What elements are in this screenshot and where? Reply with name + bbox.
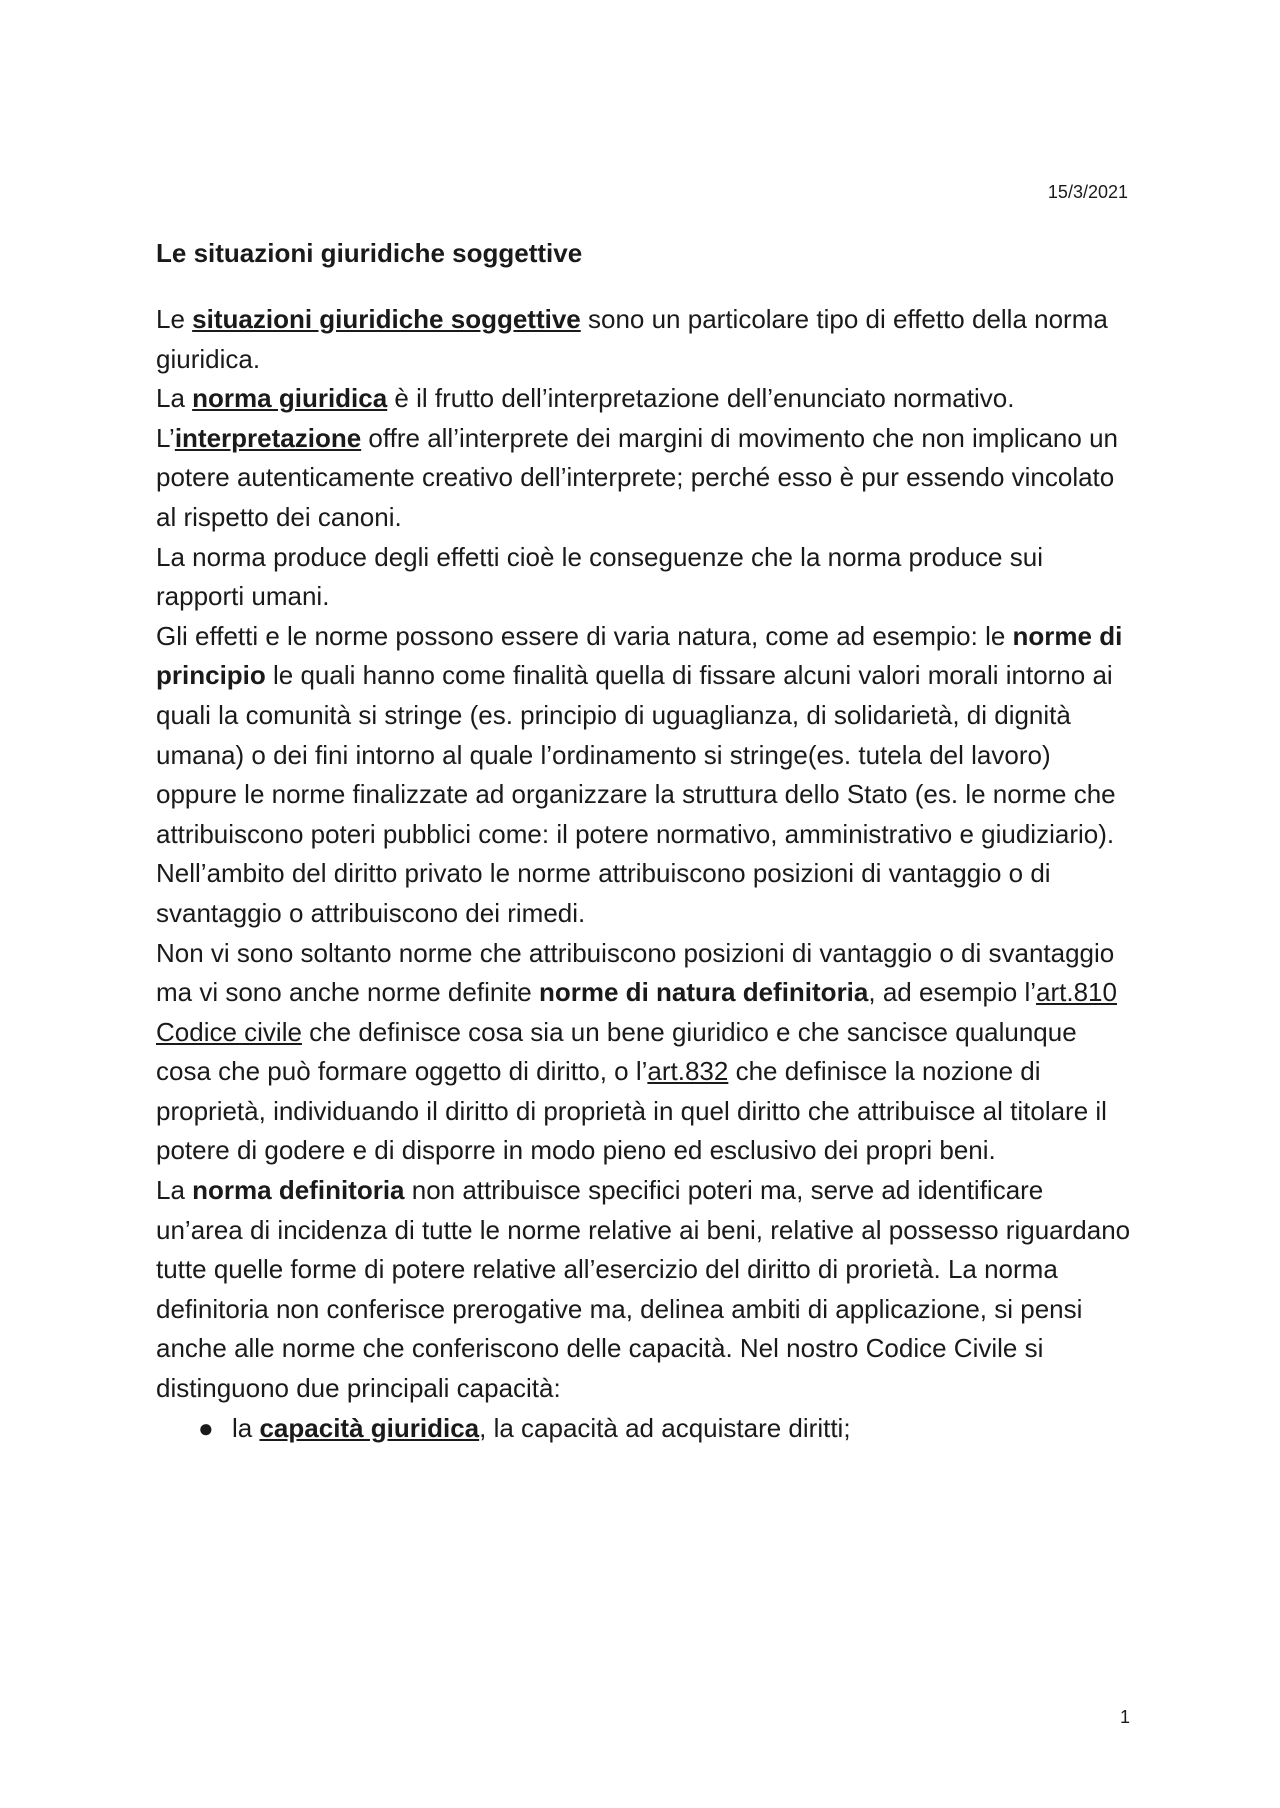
text-span: non attribuisce specifici poteri ma, serve ad identificare un’area di incidenza di tutte le norme relative ai beni, relative al possesso riguardano tutte quelle forme di potere relative all’esercizio del diritto di prorietà. La norma definitoria non conferisce prerogative ma, delinea ambiti di applicazione, si pensi anche alle norme che conferiscono delle capacità. Nel nostro Codice Civile si distinguono due principali capacità: (156, 1175, 1131, 1404)
text-span: La norma produce degli effetti cioè le conseguenze che la norma produce sui rapporti umani. (156, 541, 1043, 612)
paragraph-6 (156, 854, 1131, 933)
key-term: norme di principio (156, 620, 1123, 691)
text-span: Nell’ambito del diritto privato le norme attribuiscono posizioni di vantaggio o di svantaggio o attribuiscono dei rimedi. (156, 858, 1051, 928)
text-span: le quali hanno come finalità quella di fissare alcuni valori morali intorno ai quali la comunità si stringe (es. principio di uguaglianza, di solidarietà, di dignità umana) o dei fini intorno al quale l’ordinamento si stringe(es. tutela del lavoro) oppure le norme finalizzate ad organizzare la struttura dello Stato (es. le norme che attribuiscono poteri pubblici come: il potere normativo, amministrativo e giudiziario). (156, 660, 1116, 849)
key-term: norma definitoria (192, 1175, 405, 1206)
list-item (156, 1409, 1131, 1449)
page-title: Le situazioni giuridiche soggettive (156, 238, 583, 268)
paragraph-4 (156, 538, 1131, 617)
text-span: , ad esempio l’ (868, 977, 1037, 1008)
text-span: Le (156, 304, 193, 334)
text-span: Gli effetti e le norme possono essere di varia natura, come ad esempio: le (156, 620, 1013, 651)
bullet-icon: ● (198, 1412, 214, 1443)
text-span: è il frutto dell’interpretazione dell’enunciato normativo. (387, 383, 1015, 414)
paragraph-8 (156, 1171, 1131, 1409)
paragraph-7 (156, 934, 1131, 1172)
key-term: norma giuridica (192, 383, 388, 414)
article-reference: art.810 Codice civile (156, 977, 1117, 1047)
key-term: norme di natura definitoria (539, 977, 869, 1008)
text-span: sono un particolare tipo di effetto della norma giuridica. (156, 304, 1108, 374)
text-span: la (232, 1412, 260, 1443)
article-reference: art.832 (647, 1056, 729, 1087)
date: 15/3/2021 (1047, 182, 1128, 202)
text-span: La (156, 1175, 193, 1206)
text-span: La (156, 383, 193, 414)
text-span: offre all’interprete dei margini di movimento che non implicano un potere autenticamente creativo dell’interprete; perché esso è pur essendo vincolato al rispetto dei canoni. (156, 422, 1118, 532)
key-term: interpretazione (174, 422, 362, 453)
text-span: L’ (156, 422, 175, 453)
key-term: capacità giuridica (259, 1412, 480, 1443)
text-span: che definisce cosa sia un bene giuridico e che sancisce qualunque cosa che può formare oggetto di diritto, o l’ (156, 1016, 1077, 1087)
page-number: 1 (1119, 1707, 1130, 1727)
paragraph-2 (156, 379, 1131, 419)
text-span: Non vi sono soltanto norme che attribuiscono posizioni di vantaggio o di svantaggio ma vi sono anche norme definite (156, 937, 1115, 1008)
document-body (156, 300, 1131, 1448)
bullet-list (156, 1409, 1131, 1449)
text-span: , la capacità ad acquistare diritti; (479, 1412, 851, 1443)
key-term: situazioni giuridiche soggettive (192, 304, 581, 334)
text-span: che definisce la nozione di proprietà, individuando il diritto di proprietà in quel diritto che attribuisce al titolare il potere di godere e di disporre in modo pieno ed esclusivo dei propri beni. (156, 1056, 1107, 1166)
paragraph-5 (156, 617, 1131, 855)
paragraph-1 (156, 300, 1131, 379)
paragraph-3 (156, 419, 1131, 538)
